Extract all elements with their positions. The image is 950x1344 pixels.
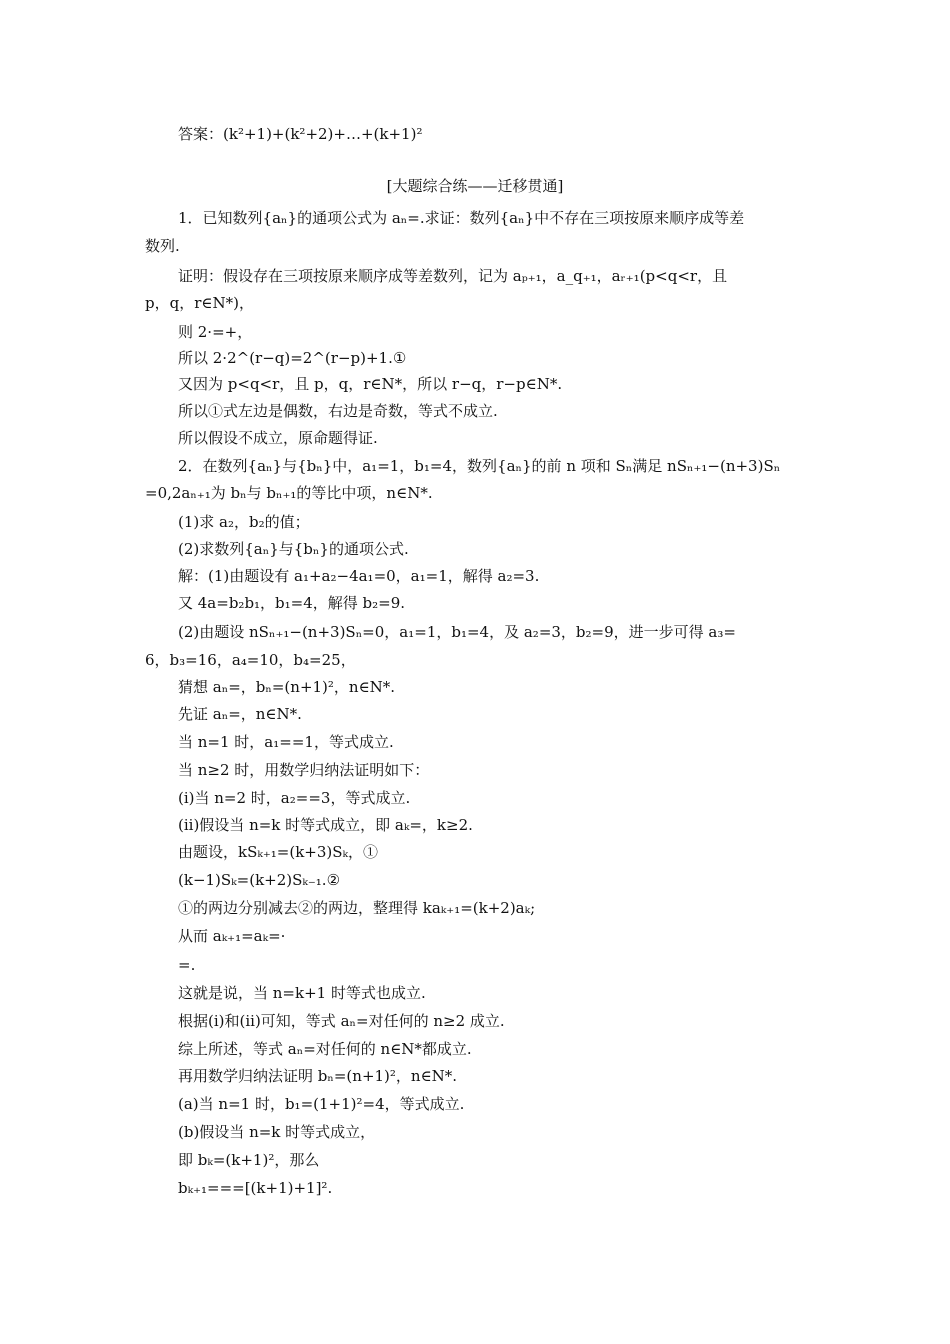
solution-line-10: (ii)假设当 n=k 时等式成立，即 aₖ=，k≥2. [178,816,473,834]
problem-2-line-1: 2．在数列{aₙ}与{bₙ}中，a₁=1，b₁=4，数列{aₙ}的前 n 项和 Sₙ满足 nSₙ₊₁−(n+3)Sₙ [178,457,781,475]
proof-line-3: 则 2·=+， [178,323,253,341]
solution-line-21: (b)假设当 n=k 时等式成立， [178,1123,376,1141]
proof-line-5: 又因为 p<q<r，且 p，q，r∈N*，所以 r−q，r−p∈N*. [178,375,563,393]
solution-line-5: 猜想 aₙ=，bₙ=(n+1)²，n∈N*. [178,678,396,696]
solution-line-18: 综上所述，等式 aₙ=对任何的 n∈N*都成立. [178,1040,472,1058]
section-title: [大题综合练——迁移贯通] [386,177,564,195]
solution-line-15: =. [178,956,196,974]
solution-line-8: 当 n≥2 时，用数学归纳法证明如下： [178,761,430,779]
solution-line-19: 再用数学归纳法证明 bₙ=(n+1)²，n∈N*. [178,1067,458,1085]
solution-line-22: 即 bₖ=(k+1)²，那么 [178,1151,320,1169]
solution-line-6: 先证 aₙ=，n∈N*. [178,705,302,723]
solution-line-4: 6，b₃=16，a₄=10，b₄=25， [145,651,356,669]
solution-line-12: (k−1)Sₖ=(k+2)Sₖ₋₁.② [178,871,341,889]
solution-line-3: (2)由题设 nSₙ₊₁−(n+3)Sₙ=0，a₁=1，b₁=4，及 a₂=3，b₂=9，进一步可得 a₃= [178,623,736,641]
solution-line-17: 根据(i)和(ii)可知，等式 aₙ=对任何的 n≥2 成立. [178,1012,505,1030]
problem-2-part-2: (2)求数列{aₙ}与{bₙ}的通项公式. [178,540,409,558]
solution-line-13: ①的两边分别减去②的两边，整理得 kaₖ₊₁=(k+2)aₖ; [178,899,536,917]
problem-1-line-1: 1．已知数列{aₙ}的通项公式为 aₙ=.求证：数列{aₙ}中不存在三项按原来顺序成等差 [178,209,745,227]
proof-line-4: 所以 2·2^(r−q)=2^(r−p)+1.① [178,349,407,367]
problem-2-part-1: (1)求 a₂，b₂的值； [178,513,310,531]
solution-line-23: bₖ₊₁===[(k+1)+1]². [178,1179,333,1197]
solution-line-16: 这就是说，当 n=k+1 时等式也成立. [178,984,426,1002]
solution-line-14: 从而 aₖ₊₁=aₖ=· [178,927,286,945]
proof-line-6: 所以①式左边是偶数，右边是奇数，等式不成立. [178,402,498,420]
problem-2-line-2: =0,2aₙ₊₁为 bₙ与 bₙ₊₁的等比中项，n∈N*. [145,484,433,502]
proof-line-1: 证明：假设存在三项按原来顺序成等差数列，记为 aₚ₊₁，a_q₊₁，aᵣ₊₁(p<q<r，且 [178,267,728,285]
solution-line-2: 又 4a=b₂b₁，b₁=4，解得 b₂=9. [178,594,406,612]
solution-line-1: 解：(1)由题设有 a₁+a₂−4a₁=0，a₁=1，解得 a₂=3. [178,567,540,585]
solution-line-20: (a)当 n=1 时，b₁=(1+1)²=4，等式成立. [178,1095,465,1113]
solution-line-11: 由题设，kSₖ₊₁=(k+3)Sₖ，① [178,843,378,861]
answer-line: 答案：(k²+1)+(k²+2)+…+(k+1)² [178,125,423,143]
proof-line-2: p，q，r∈N*)， [145,294,254,312]
problem-1-line-2: 数列. [145,237,180,255]
proof-line-7: 所以假设不成立，原命题得证. [178,429,378,447]
solution-line-9: (i)当 n=2 时，a₂==3，等式成立. [178,789,411,807]
solution-line-7: 当 n=1 时，a₁==1，等式成立. [178,733,394,751]
